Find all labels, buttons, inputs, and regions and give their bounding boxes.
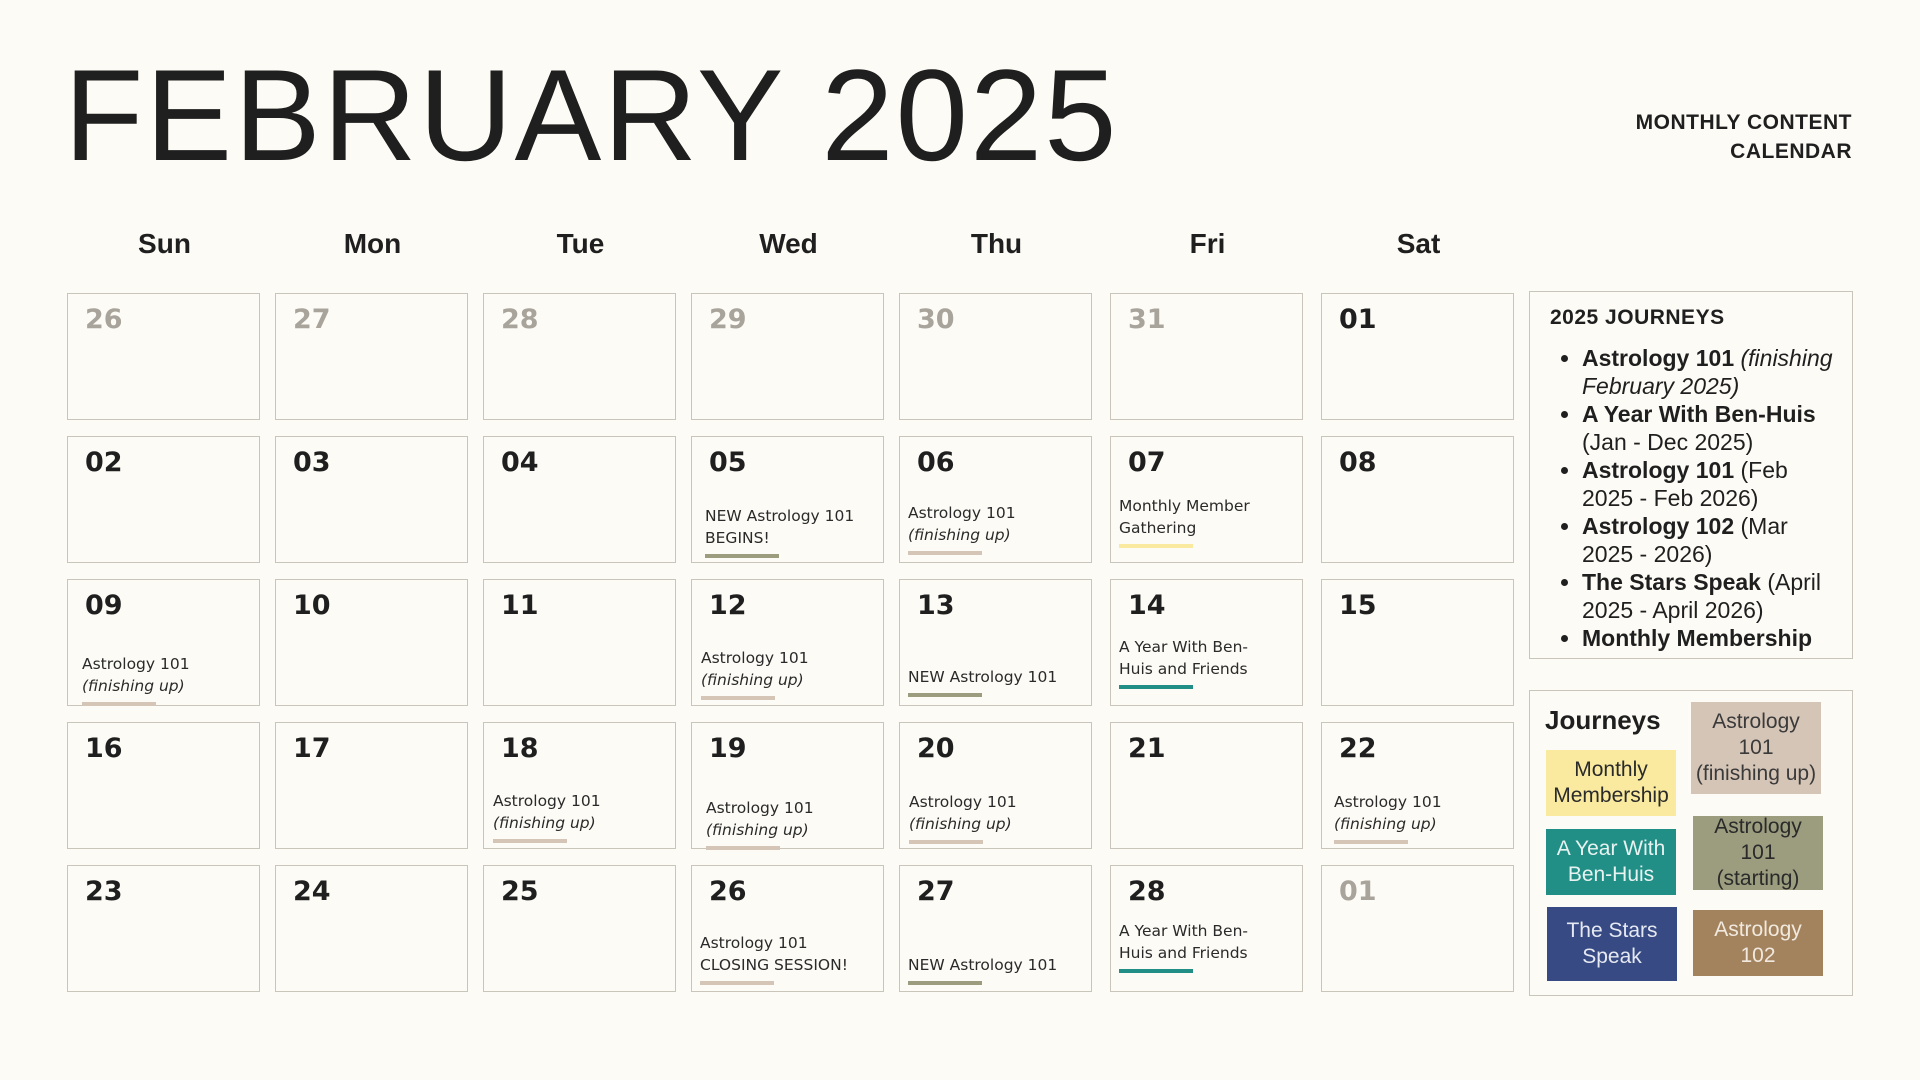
event-line: Astrology 101 bbox=[909, 793, 1017, 811]
calendar-day[interactable] bbox=[67, 436, 260, 563]
event-line: (finishing up) bbox=[1334, 815, 1437, 833]
journeys-2025-list bbox=[1552, 344, 1837, 652]
day-number: 03 bbox=[293, 447, 331, 478]
calendar-event[interactable] bbox=[493, 790, 665, 843]
list-item: • Astrology 101 (Feb 2025 - Feb 2026) bbox=[1582, 456, 1837, 512]
weekday-fri: Fri bbox=[1189, 228, 1226, 259]
calendar-day[interactable] bbox=[1321, 436, 1514, 563]
calendar-day[interactable] bbox=[275, 722, 468, 849]
list-item: • Monthly Membership bbox=[1582, 624, 1837, 652]
event-line: Astrology 101 bbox=[493, 792, 601, 810]
day-number: 17 bbox=[293, 733, 331, 764]
day-number: 21 bbox=[1128, 733, 1166, 764]
calendar-day[interactable] bbox=[67, 865, 260, 992]
legend-title: Journeys bbox=[1545, 705, 1661, 735]
calendar-day[interactable] bbox=[483, 722, 676, 849]
day-number: 10 bbox=[293, 590, 331, 621]
day-number: 19 bbox=[709, 733, 747, 764]
calendar-day[interactable] bbox=[1321, 722, 1514, 849]
event-line: A Year With Ben- bbox=[1119, 638, 1248, 656]
calendar-day[interactable] bbox=[899, 436, 1092, 563]
journeys-2025-panel bbox=[1529, 291, 1853, 659]
day-number: 05 bbox=[709, 447, 747, 478]
weekday-sat: Sat bbox=[1396, 228, 1441, 259]
event-color-bar bbox=[908, 693, 982, 697]
calendar-day[interactable] bbox=[67, 579, 260, 706]
page-title: FEBRUARY 2025 bbox=[64, 42, 1119, 188]
legend-chip-astrology-101-starting: Astrology 101 (starting) bbox=[1693, 816, 1823, 890]
day-number: 04 bbox=[501, 447, 539, 478]
event-line: Astrology 101 bbox=[1334, 793, 1442, 811]
day-number: 14 bbox=[1128, 590, 1166, 621]
calendar-day[interactable] bbox=[899, 293, 1092, 420]
calendar-day[interactable] bbox=[1321, 579, 1514, 706]
list-item: • Astrology 101 (finishing February 2025) bbox=[1582, 344, 1837, 400]
day-number: 24 bbox=[293, 876, 331, 907]
event-line: (finishing up) bbox=[701, 671, 804, 689]
calendar-day[interactable] bbox=[1110, 865, 1303, 992]
day-number: 28 bbox=[501, 304, 539, 335]
weekday-mon: Mon bbox=[343, 228, 402, 259]
event-line: (finishing up) bbox=[909, 815, 1012, 833]
calendar-day[interactable] bbox=[1321, 865, 1514, 992]
event-line: BEGINS! bbox=[705, 529, 770, 547]
day-number: 31 bbox=[1128, 304, 1166, 335]
calendar-event[interactable] bbox=[1119, 920, 1291, 973]
calendar-day[interactable] bbox=[1110, 436, 1303, 563]
calendar-event[interactable] bbox=[1334, 791, 1506, 844]
calendar-day[interactable] bbox=[691, 579, 884, 706]
event-line: Astrology 101 bbox=[706, 799, 814, 817]
event-line: Astrology 101 bbox=[700, 934, 808, 952]
list-item: • The Stars Speak (April 2025 - April 2026) bbox=[1582, 568, 1837, 624]
calendar-event[interactable] bbox=[705, 505, 877, 558]
calendar-day[interactable] bbox=[1110, 579, 1303, 706]
event-color-bar bbox=[1334, 840, 1408, 844]
calendar-day[interactable] bbox=[1110, 293, 1303, 420]
journeys-legend-panel bbox=[1529, 690, 1853, 996]
calendar-day[interactable] bbox=[67, 722, 260, 849]
event-line: A Year With Ben- bbox=[1119, 922, 1248, 940]
event-color-bar bbox=[705, 554, 779, 558]
calendar-event[interactable] bbox=[908, 666, 1080, 697]
day-number: 07 bbox=[1128, 447, 1166, 478]
weekday-thu: Thu bbox=[970, 228, 1023, 259]
day-number: 18 bbox=[501, 733, 539, 764]
day-number: 11 bbox=[501, 590, 539, 621]
day-number: 06 bbox=[917, 447, 955, 478]
day-number: 26 bbox=[709, 876, 747, 907]
event-line: (finishing up) bbox=[82, 677, 185, 695]
legend-chip-monthly-membership: Monthly Membership bbox=[1546, 750, 1676, 816]
legend-chip-stars-speak: The Stars Speak bbox=[1547, 907, 1677, 981]
calendar-event[interactable] bbox=[908, 502, 1080, 555]
weekday-wed: Wed bbox=[759, 228, 818, 259]
day-number: 09 bbox=[85, 590, 123, 621]
calendar-event[interactable] bbox=[701, 647, 873, 700]
event-line: (finishing up) bbox=[706, 821, 809, 839]
day-number: 20 bbox=[917, 733, 955, 764]
event-color-bar bbox=[1119, 685, 1193, 689]
calendar-day[interactable] bbox=[67, 293, 260, 420]
calendar-day[interactable] bbox=[899, 579, 1092, 706]
list-item: • Astrology 102 (Mar 2025 - 2026) bbox=[1582, 512, 1837, 568]
day-number: 02 bbox=[85, 447, 123, 478]
event-color-bar bbox=[493, 839, 567, 843]
day-number: 23 bbox=[85, 876, 123, 907]
day-number: 01 bbox=[1339, 876, 1377, 907]
calendar-day[interactable] bbox=[691, 865, 884, 992]
event-color-bar bbox=[700, 981, 774, 985]
event-line: (finishing up) bbox=[493, 814, 596, 832]
calendar-day[interactable] bbox=[691, 293, 884, 420]
calendar-day[interactable] bbox=[483, 865, 676, 992]
day-number: 22 bbox=[1339, 733, 1377, 764]
event-color-bar bbox=[908, 551, 982, 555]
calendar-day[interactable] bbox=[483, 436, 676, 563]
event-line: Astrology 101 bbox=[701, 649, 809, 667]
calendar-day[interactable] bbox=[275, 293, 468, 420]
journeys-2025-heading: 2025 JOURNEYS bbox=[1550, 306, 1725, 329]
legend-chip-astrology-102: Astrology 102 bbox=[1693, 910, 1823, 976]
day-number: 30 bbox=[917, 304, 955, 335]
day-number: 27 bbox=[917, 876, 955, 907]
legend-chip-astrology-101-finishing: Astrology 101 (finishing up) bbox=[1691, 702, 1821, 794]
calendar-event[interactable] bbox=[706, 797, 878, 850]
event-line: Huis and Friends bbox=[1119, 944, 1248, 962]
calendar-event[interactable] bbox=[82, 653, 254, 706]
event-line: Gathering bbox=[1119, 519, 1197, 537]
event-color-bar bbox=[1119, 544, 1193, 548]
page-subtitle: MONTHLY CONTENT CALENDAR bbox=[1635, 111, 1852, 163]
event-color-bar bbox=[82, 702, 156, 706]
calendar-day[interactable] bbox=[1321, 293, 1514, 420]
calendar-day[interactable] bbox=[691, 722, 884, 849]
event-color-bar bbox=[1119, 969, 1193, 973]
day-number: 27 bbox=[293, 304, 331, 335]
day-number: 25 bbox=[501, 876, 539, 907]
day-number: 15 bbox=[1339, 590, 1377, 621]
day-number: 29 bbox=[709, 304, 747, 335]
weekday-tue: Tue bbox=[556, 228, 605, 259]
calendar-event[interactable] bbox=[908, 954, 1080, 985]
event-color-bar bbox=[909, 840, 983, 844]
event-line: (finishing up) bbox=[908, 526, 1011, 544]
day-number: 26 bbox=[85, 304, 123, 335]
calendar-day[interactable] bbox=[275, 579, 468, 706]
event-line: Astrology 101 bbox=[82, 655, 190, 673]
calendar-day[interactable] bbox=[1110, 722, 1303, 849]
list-item: • A Year With Ben-Huis (Jan - Dec 2025) bbox=[1582, 400, 1837, 456]
calendar-day[interactable] bbox=[483, 293, 676, 420]
calendar-day[interactable] bbox=[691, 436, 884, 563]
event-line: Monthly Member bbox=[1119, 497, 1250, 515]
weekday-sun: Sun bbox=[138, 228, 191, 259]
event-line: NEW Astrology 101 bbox=[705, 507, 855, 525]
calendar-day[interactable] bbox=[275, 436, 468, 563]
day-number: 13 bbox=[917, 590, 955, 621]
calendar-day[interactable] bbox=[899, 722, 1092, 849]
day-number: 16 bbox=[85, 733, 123, 764]
event-line: NEW Astrology 101 bbox=[908, 668, 1058, 686]
calendar-event[interactable] bbox=[700, 932, 872, 985]
calendar-day[interactable] bbox=[899, 865, 1092, 992]
day-number: 08 bbox=[1339, 447, 1377, 478]
calendar-day[interactable] bbox=[275, 865, 468, 992]
event-line: NEW Astrology 101 bbox=[908, 956, 1058, 974]
legend-chip-ben-huis: A Year With Ben-Huis bbox=[1546, 829, 1676, 895]
event-color-bar bbox=[908, 981, 982, 985]
calendar-event[interactable] bbox=[1119, 495, 1291, 548]
event-line: Astrology 101 bbox=[908, 504, 1016, 522]
calendar-event[interactable] bbox=[1119, 636, 1291, 689]
day-number: 01 bbox=[1339, 304, 1377, 335]
calendar-day[interactable] bbox=[483, 579, 676, 706]
event-line: Huis and Friends bbox=[1119, 660, 1248, 678]
day-number: 12 bbox=[709, 590, 747, 621]
event-color-bar bbox=[701, 696, 775, 700]
event-line: CLOSING SESSION! bbox=[700, 956, 848, 974]
calendar-event[interactable] bbox=[909, 791, 1081, 844]
day-number: 28 bbox=[1128, 876, 1166, 907]
event-color-bar bbox=[706, 846, 780, 850]
